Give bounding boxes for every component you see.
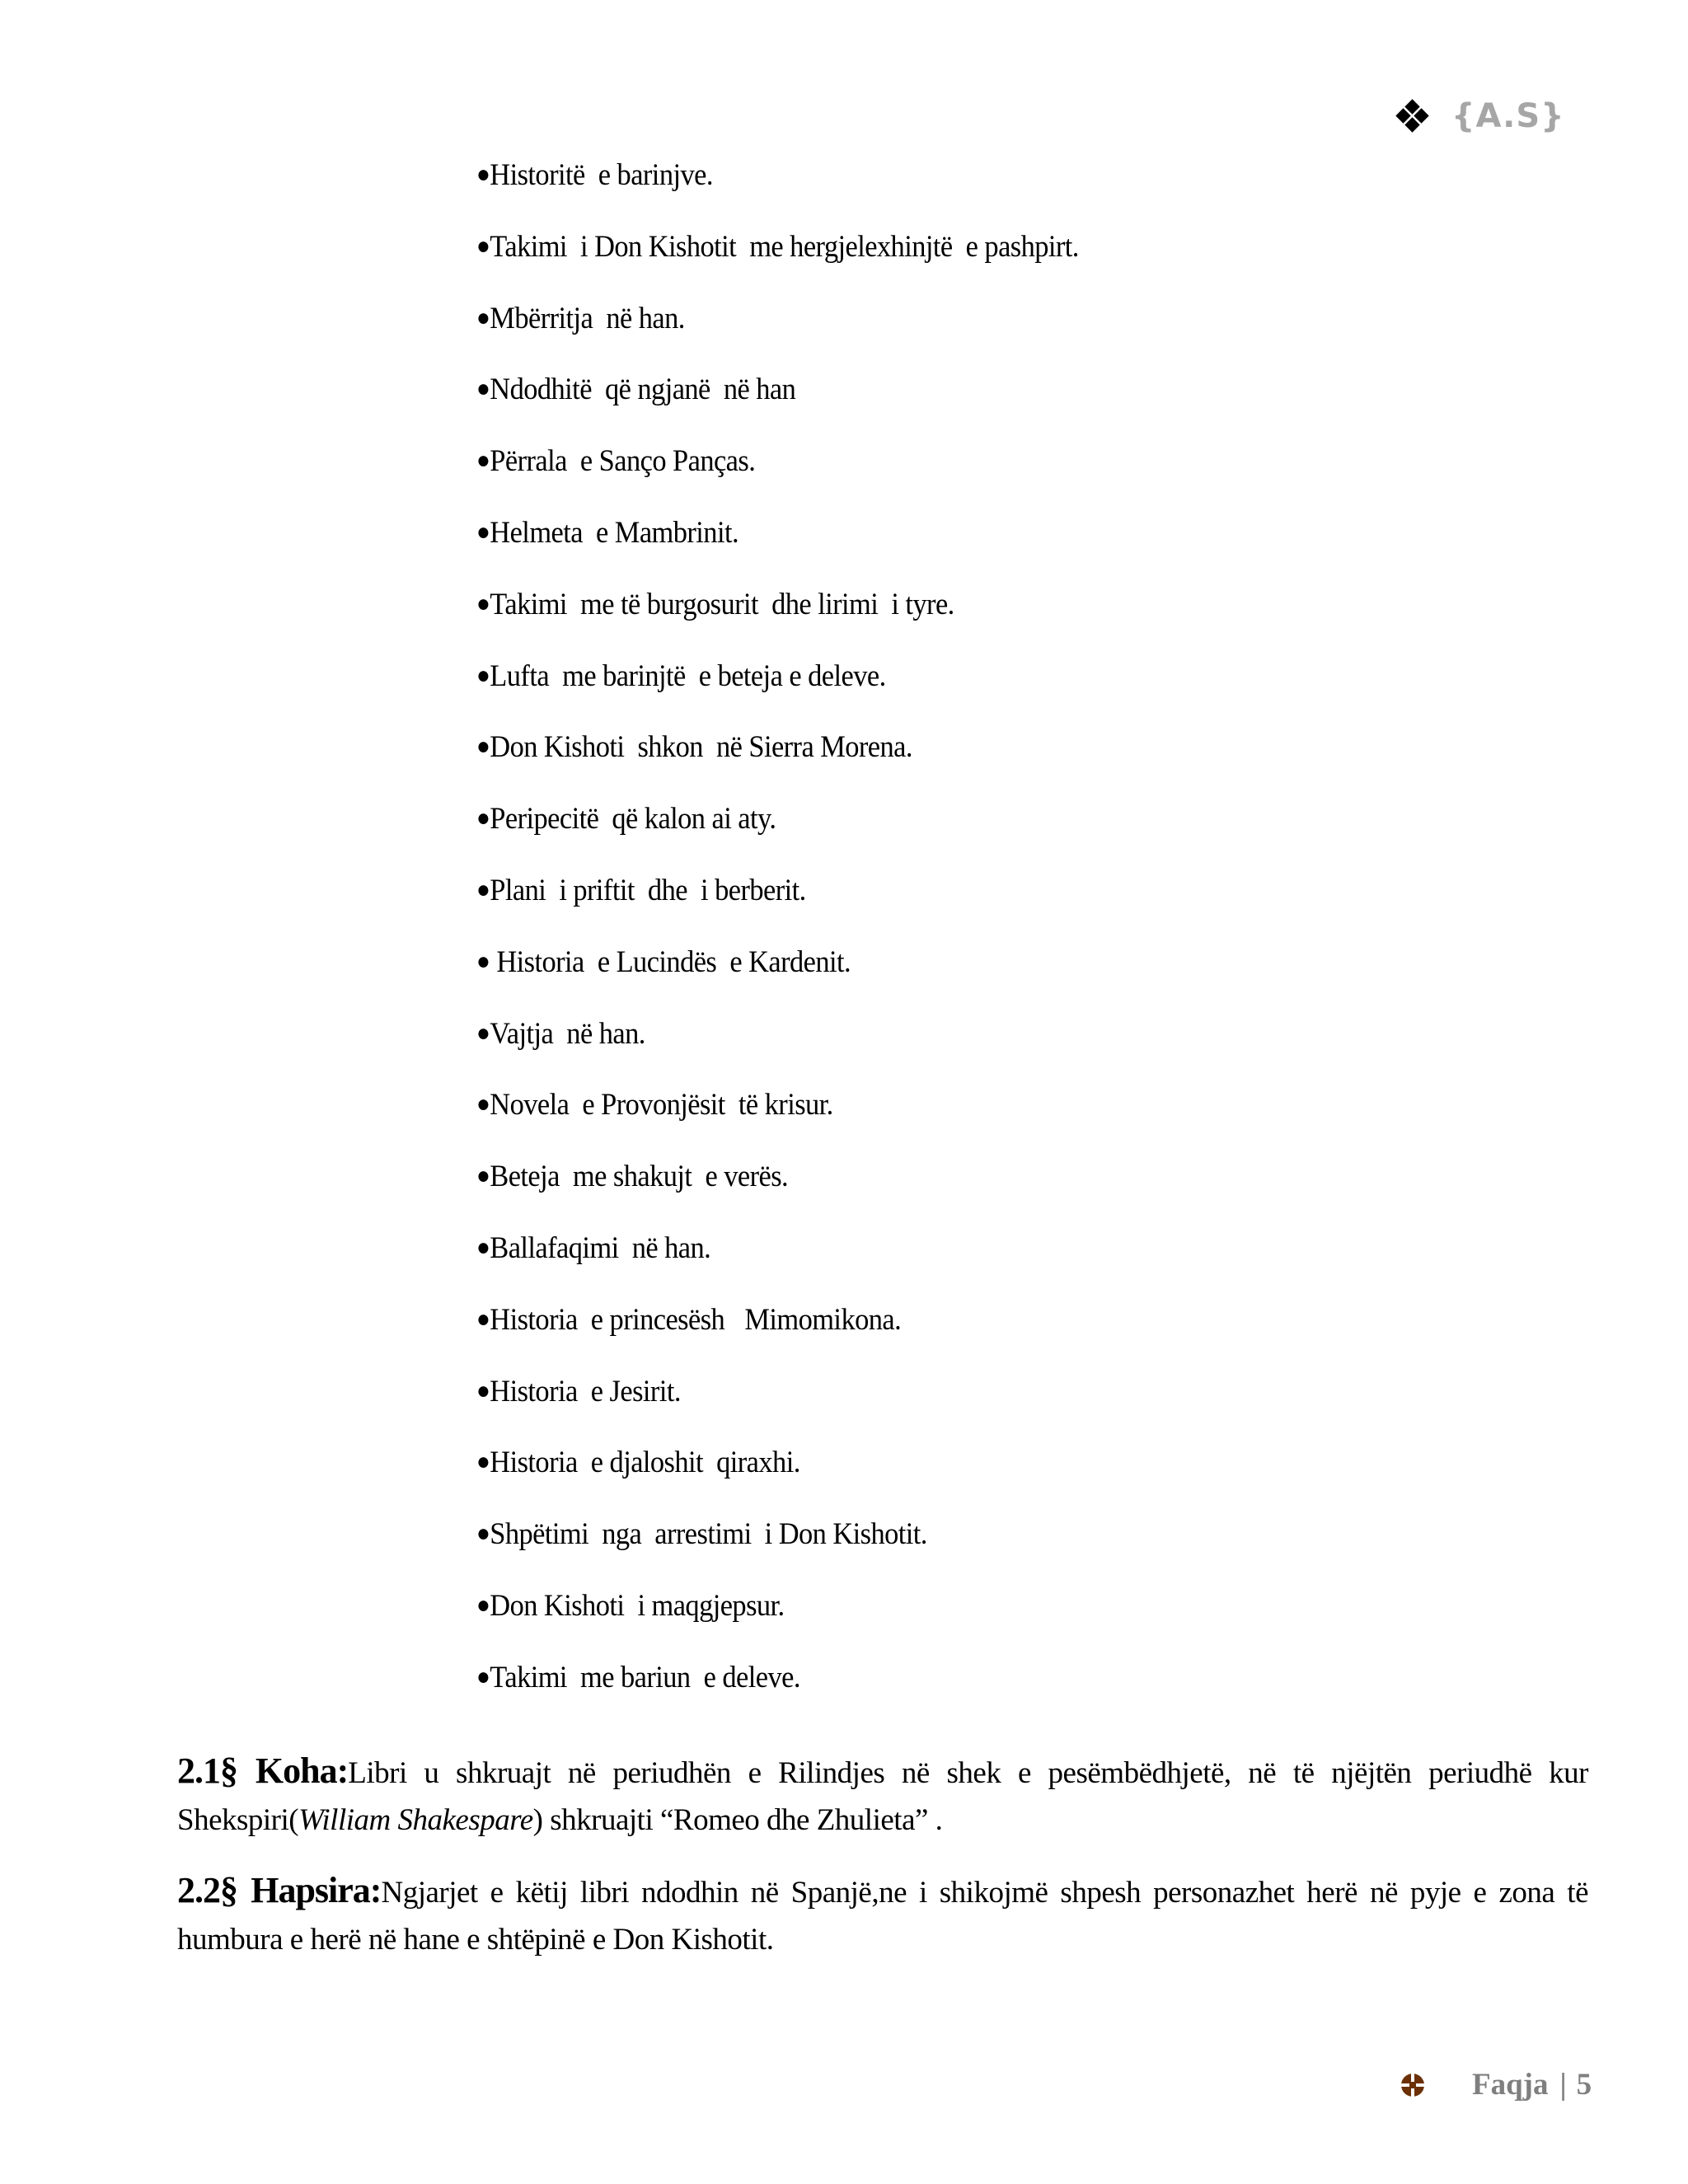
list-item bbox=[476, 641, 1079, 713]
list-item-text: Ballafaqimi në han. bbox=[490, 1230, 711, 1265]
bullet-icon: ● bbox=[476, 1162, 490, 1190]
bullet-icon: ● bbox=[476, 518, 490, 546]
list-item bbox=[476, 212, 1079, 284]
list-item-text: Takimi i Don Kishotit me hergjelexhinjtë e pashpirt. bbox=[490, 229, 1079, 264]
list-item bbox=[476, 927, 1079, 999]
list-item-text: Historitë e barinjve. bbox=[490, 158, 713, 192]
list-item-text: Mbërritja në han. bbox=[490, 301, 685, 335]
list-item bbox=[476, 140, 1079, 212]
section-time-heading: 2.1§ Koha: bbox=[177, 1750, 349, 1791]
brown-emblem-icon bbox=[1401, 2074, 1424, 2097]
list-item-text: Takimi me të burgosurit dhe lirimi i tyre. bbox=[490, 587, 954, 621]
list-item bbox=[476, 999, 1079, 1071]
list-item bbox=[476, 1213, 1079, 1285]
bullet-icon: ● bbox=[476, 1305, 490, 1333]
bullet-icon: ● bbox=[476, 875, 490, 903]
bullet-icon: ● bbox=[476, 303, 490, 331]
bullet-icon: ● bbox=[476, 1233, 490, 1261]
list-item bbox=[476, 1357, 1079, 1428]
bullet-icon: ● bbox=[476, 733, 490, 761]
list-item bbox=[476, 855, 1079, 927]
list-item bbox=[476, 569, 1079, 641]
section-space bbox=[177, 1867, 1588, 1963]
section-time-text-2: ) shkruajti “Romeo dhe Zhulieta” . bbox=[532, 1803, 943, 1837]
list-item bbox=[476, 284, 1079, 355]
list-item-text: Përrala e Sanço Panças. bbox=[490, 444, 756, 479]
bullet-icon: ● bbox=[476, 947, 490, 975]
section-time-italic: William Shakespare bbox=[298, 1803, 533, 1837]
list-item-text: Peripecitë që kalon ai aty. bbox=[490, 802, 776, 837]
bullet-icon: ● bbox=[476, 447, 490, 475]
bullet-icon: ● bbox=[476, 804, 490, 832]
list-item bbox=[476, 1643, 1079, 1714]
bullet-icon: ● bbox=[476, 375, 490, 403]
list-item-text: Ndodhitë që ngjanë në han bbox=[490, 373, 796, 407]
list-item bbox=[476, 1070, 1079, 1141]
header-mark bbox=[1397, 97, 1565, 135]
bullet-icon: ● bbox=[476, 232, 490, 260]
list-item-text: Historia e princesësh Mimomikona. bbox=[490, 1302, 902, 1337]
page-label: Faqja bbox=[1472, 2068, 1549, 2102]
list-item-text: Plani i priftit dhe i berberit. bbox=[490, 873, 806, 907]
bullet-icon: ● bbox=[476, 1662, 490, 1690]
list-item bbox=[476, 1427, 1079, 1499]
author-initials: {A.S} bbox=[1451, 97, 1565, 135]
list-item bbox=[476, 1499, 1079, 1571]
bullet-icon: ● bbox=[476, 1090, 490, 1118]
bullet-icon: ● bbox=[476, 1019, 490, 1047]
section-space-heading: 2.2§ Hapsira: bbox=[177, 1870, 382, 1910]
list-item bbox=[476, 1285, 1079, 1357]
list-item-text: Beteja me shakujt e verës. bbox=[490, 1160, 789, 1194]
bullet-icon: ● bbox=[476, 161, 490, 188]
four-diamond-icon bbox=[1397, 101, 1428, 132]
list-item-text: Historia e Jesirit. bbox=[490, 1374, 681, 1408]
bullet-icon: ● bbox=[476, 661, 490, 689]
list-item bbox=[476, 1571, 1079, 1643]
page-number: 5 bbox=[1576, 2068, 1592, 2102]
section-time bbox=[177, 1747, 1588, 1844]
list-item bbox=[476, 426, 1079, 498]
list-item-text: Novela e Provonjësit të krisur. bbox=[490, 1088, 833, 1122]
page-footer bbox=[1401, 2067, 1592, 2102]
page-separator: | bbox=[1559, 2068, 1567, 2102]
list-item-text: Lufta me barinjtë e beteja e deleve. bbox=[490, 658, 886, 693]
section-space-text: Ngjarjet e këtij libri ndodhin në Spanjë,ne i shikojmë shpesh personazhet herë në pyje e zona të humbura e herë në hane e shtëpinë e Don Kishotit. bbox=[177, 1876, 1588, 1957]
list-item-text: Shpëtimi nga arrestimi i Don Kishotit. bbox=[490, 1517, 927, 1552]
bullet-icon: ● bbox=[476, 1520, 490, 1548]
list-item-text: Takimi me bariun e deleve. bbox=[490, 1660, 800, 1694]
list-item bbox=[476, 354, 1079, 426]
section-time-text-1: Libri u shkruajt në periudhën e Rilindjes në shek e pesëmbëdhjetë, në të njëjtën periudhë kur Shekspiri( bbox=[177, 1756, 1589, 1837]
list-item bbox=[476, 498, 1079, 569]
list-item-text: Don Kishoti shkon në Sierra Morena. bbox=[490, 730, 912, 765]
list-item-text: Historia e djaloshit qiraxhi. bbox=[490, 1446, 800, 1480]
list-item-text: Helmeta e Mambrinit. bbox=[490, 515, 739, 550]
bullet-icon: ● bbox=[476, 1448, 490, 1476]
list-item bbox=[476, 712, 1079, 784]
list-item-text: Vajtja në han. bbox=[490, 1016, 645, 1051]
list-item bbox=[476, 784, 1079, 855]
list-item bbox=[476, 1141, 1079, 1213]
list-item-text: Historia e Lucindës e Kardenit. bbox=[490, 944, 851, 979]
bullet-icon: ● bbox=[476, 1376, 490, 1404]
list-item-text: Don Kishoti i maqgjepsur. bbox=[490, 1588, 785, 1623]
bullet-icon: ● bbox=[476, 589, 490, 617]
bullet-icon: ● bbox=[476, 1591, 490, 1619]
event-list bbox=[476, 140, 1124, 1714]
